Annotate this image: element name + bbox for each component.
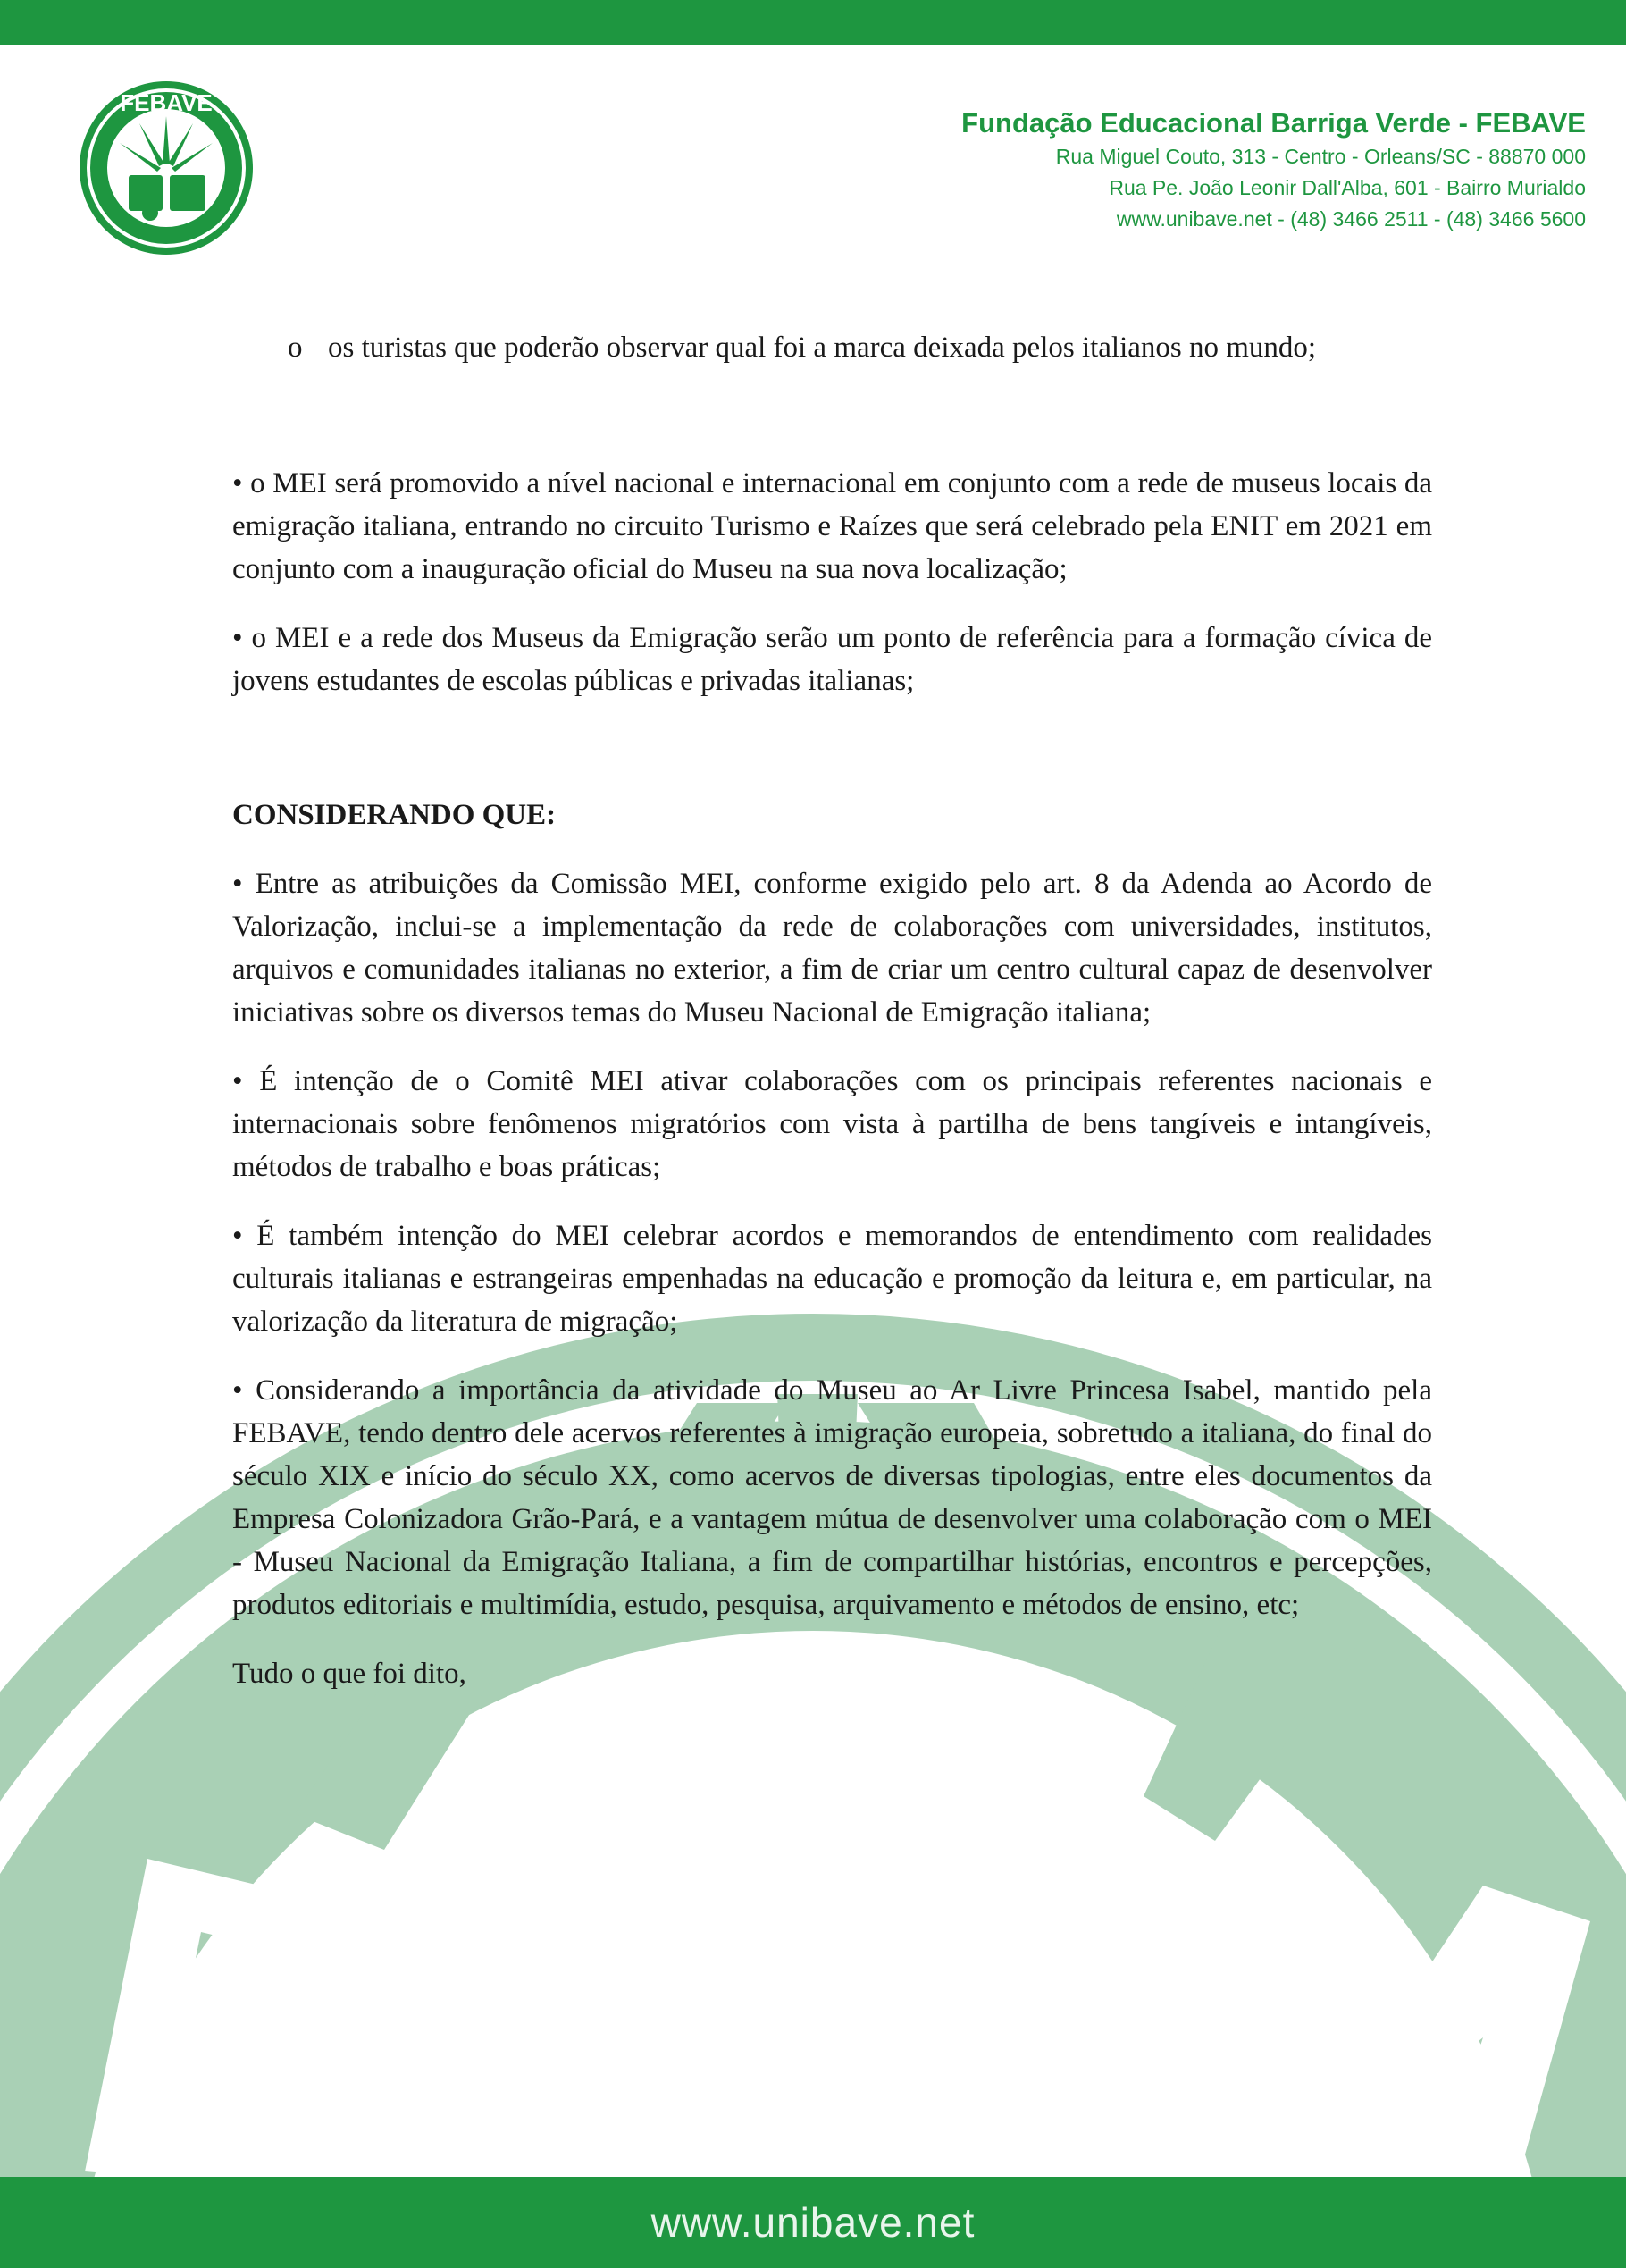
- top-green-bar: [0, 0, 1626, 45]
- paragraph-mei-promotion: • o MEI será promovido a nível nacional e internacional em conjunto com a rede de museus locais da emigração italiana, entrando no circuito Turismo e Raízes que será celebrado pela ENIT em 2021 em conjunto com a inauguração oficial do Museu na sua nova localização;: [232, 467, 1432, 585]
- paragraph-commission: • Entre as atribuições da Comissão MEI, conforme exigido pelo art. 8 da Adenda ao Acordo de Valorização, inclui-se a implementação da rede de colaborações com universidades, institutos, arquivos e comunidades italianas no exterior, a fim de criar um centro cultural capaz de desenvolver iniciativas sobre os diversos temas do Museu Nacional de Emigração italiana;: [232, 868, 1432, 1029]
- address-line-2: Rua Pe. João Leonir Dall'Alba, 601 - Bairro Murialdo: [1109, 176, 1586, 199]
- paragraph-committee: • É intenção de o Comitê MEI ativar colaborações com os principais referentes nacionais e internacionais sobre fenômenos migratórios com vista à partilha de bens tangíveis e intangíveis, métodos de trabalho e boas práticas;: [232, 1065, 1432, 1183]
- organization-name: Fundação Educacional Barriga Verde - FEBAVE: [961, 107, 1586, 139]
- document-body: [232, 326, 1432, 1695]
- closing-line: Tudo o que foi dito,: [232, 1658, 466, 1690]
- paragraph-museum: • Considerando a importância da atividade do Museu ao Ar Livre Princesa Isabel, mantido pela FEBAVE, tendo dentro dele acervos referentes à imigração europeia, sobretudo a italiana, do final do século XIX e início do século XX, como acervos de diversas tipologias, entre eles documentos da Empresa Colonizadora Grão-Pará, e a vantagem mútua de desenvolver uma colaboração com o MEI - Museu Nacional da Emigração Italiana, a fim de compartilhar histórias, encontros e percepções, produtos editoriais e multimídia, estudo, pesquisa, arquivamento e métodos de ensino, etc;: [232, 1374, 1432, 1621]
- address-line-1: Rua Miguel Couto, 313 - Centro - Orleans/SC - 88870 000: [1055, 145, 1586, 168]
- letterhead: [961, 105, 1586, 235]
- footer-url[interactable]: www.unibave.net: [650, 2199, 976, 2246]
- paragraph-agreements: • É também intenção do MEI celebrar acordos e memorandos de entendimento com realidades culturais italianas e estrangeiras empenhadas na educação e promoção da leitura e, em particular, na valorização da literatura de migração;: [232, 1220, 1432, 1338]
- contact-line: www.unibave.net - (48) 3466 2511 - (48) 3466 5600: [1116, 207, 1586, 231]
- footer-bar: [0, 2177, 1626, 2268]
- logo-arc-text: FEBAVE: [120, 89, 213, 116]
- section-heading: CONSIDERANDO QUE:: [232, 799, 557, 831]
- paragraph-mei-network: • o MEI e a rede dos Museus da Emigração serão um ponto de referência para a formação cívica de jovens estudantes de escolas públicas e privadas italianas;: [232, 622, 1432, 697]
- sub-bullet-marker: o: [288, 332, 303, 364]
- febave-logo: [77, 79, 256, 257]
- sub-bullet-item: [288, 326, 1432, 369]
- sub-bullet-text: os turistas que poderão observar qual foi a marca deixada pelos italianos no mundo;: [328, 332, 1317, 364]
